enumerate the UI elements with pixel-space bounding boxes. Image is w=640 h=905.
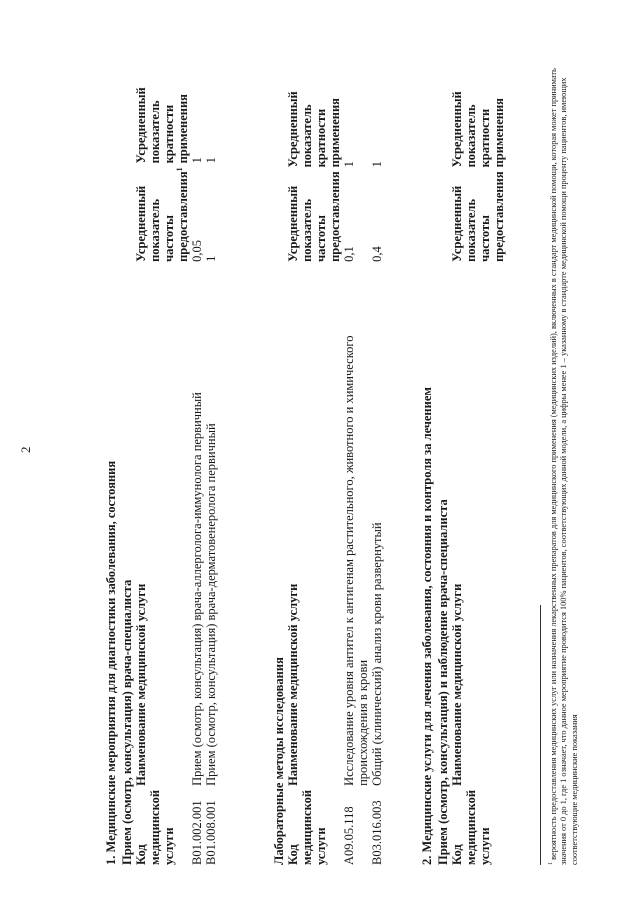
cell-multiplicity: 1 — [342, 161, 356, 168]
header-name: Наименование медицинской услуги — [286, 583, 300, 786]
footnote-number: 1 — [548, 862, 554, 865]
footnote — [548, 45, 580, 865]
section1-title: 1. Медицинские мероприятия для диагностики заболевания, состояния — [104, 460, 118, 865]
cell-multiplicity: 1 — [204, 157, 219, 164]
cell-frequency: 0,1 — [342, 246, 356, 262]
header-multiplicity: Усредненный показатель кратности применения — [286, 91, 342, 168]
section2-subheading-specialist: Прием (осмотр, консультация) и наблюдение врача-специалиста — [436, 499, 450, 865]
table-row — [204, 83, 218, 865]
cell-code: A09.05.118 — [342, 806, 356, 865]
cell-frequency: 0,4 — [370, 246, 384, 262]
header-frequency: Усредненный показатель частоты предоставления — [286, 171, 342, 262]
table-laboratory — [286, 87, 384, 865]
page-number: 2 — [18, 446, 33, 453]
header-name: Наименование медицинской услуги — [134, 583, 148, 786]
header-frequency: Усредненный показатель частоты предоставления — [450, 171, 506, 262]
section1-subheading-specialist: Прием (осмотр, консультация) врача-специалиста — [120, 579, 134, 865]
table-row — [370, 87, 384, 865]
footnote-mark: 1 — [175, 167, 184, 172]
cell-name: Общий (клинический) анализ крови развернутый — [370, 522, 384, 786]
table-header-row — [286, 87, 342, 865]
footnote-separator — [540, 605, 541, 865]
table-specialist-diagnostics — [134, 83, 218, 865]
table-header-row — [450, 87, 506, 865]
header-multiplicity: Усредненный показатель кратности применения — [450, 91, 506, 168]
table-treatment — [450, 87, 506, 865]
cell-multiplicity: 1 — [370, 161, 384, 168]
cell-frequency: 1 — [204, 255, 219, 262]
table-row — [190, 83, 204, 865]
cell-code: B01.008.001 — [204, 800, 219, 865]
cell-name: Прием (осмотр, консультация) врача-аллерголога-иммунолога первичный — [190, 392, 205, 786]
cell-frequency: 0,05 — [190, 240, 205, 262]
header-code: Код медицинской услуги — [286, 789, 328, 865]
cell-name: Прием (осмотр, консультация) врача-дерматовенеролога первичный — [204, 423, 219, 786]
table-row — [342, 87, 370, 865]
section2-title: 2. Медицинские услуги для лечения заболевания, состояния и контроля за лечением — [420, 387, 434, 865]
cell-code: B01.002.001 — [190, 800, 205, 865]
header-multiplicity: Усредненный показатель кратности применения — [134, 87, 190, 164]
cell-code: B03.016.003 — [370, 800, 384, 865]
table-header-row — [134, 83, 190, 865]
cell-name: Исследование уровня антител к антигенам растительного, животного и химического происхождения в крови — [342, 335, 370, 786]
header-code: Код медицинской услуги — [450, 789, 492, 865]
footnote-text: вероятность предоставления медицинских услуг или назначения лекарственных препаратов для медицинского применения (медицинских изделий), включенных в стандарт медицинской помощи, которая может принимать значения от 0 до 1, где 1 означает, что данное мероприятие проводится 100% пациентов, соответствующих данной модели, а цифры менее 1 – указанному в стандарте медицинской помощи проценту пациентов, имеющих соответствующие медицинские показания — [548, 68, 579, 865]
header-name: Наименование медицинской услуги — [450, 583, 464, 786]
header-frequency: Усредненный показатель частоты предоставления$^1$ — [134, 167, 191, 262]
cell-multiplicity: 1 — [190, 157, 205, 164]
section1-subheading-laboratory: Лабораторные методы исследования — [272, 657, 286, 865]
header-code: Код медицинской услуги — [134, 789, 176, 865]
